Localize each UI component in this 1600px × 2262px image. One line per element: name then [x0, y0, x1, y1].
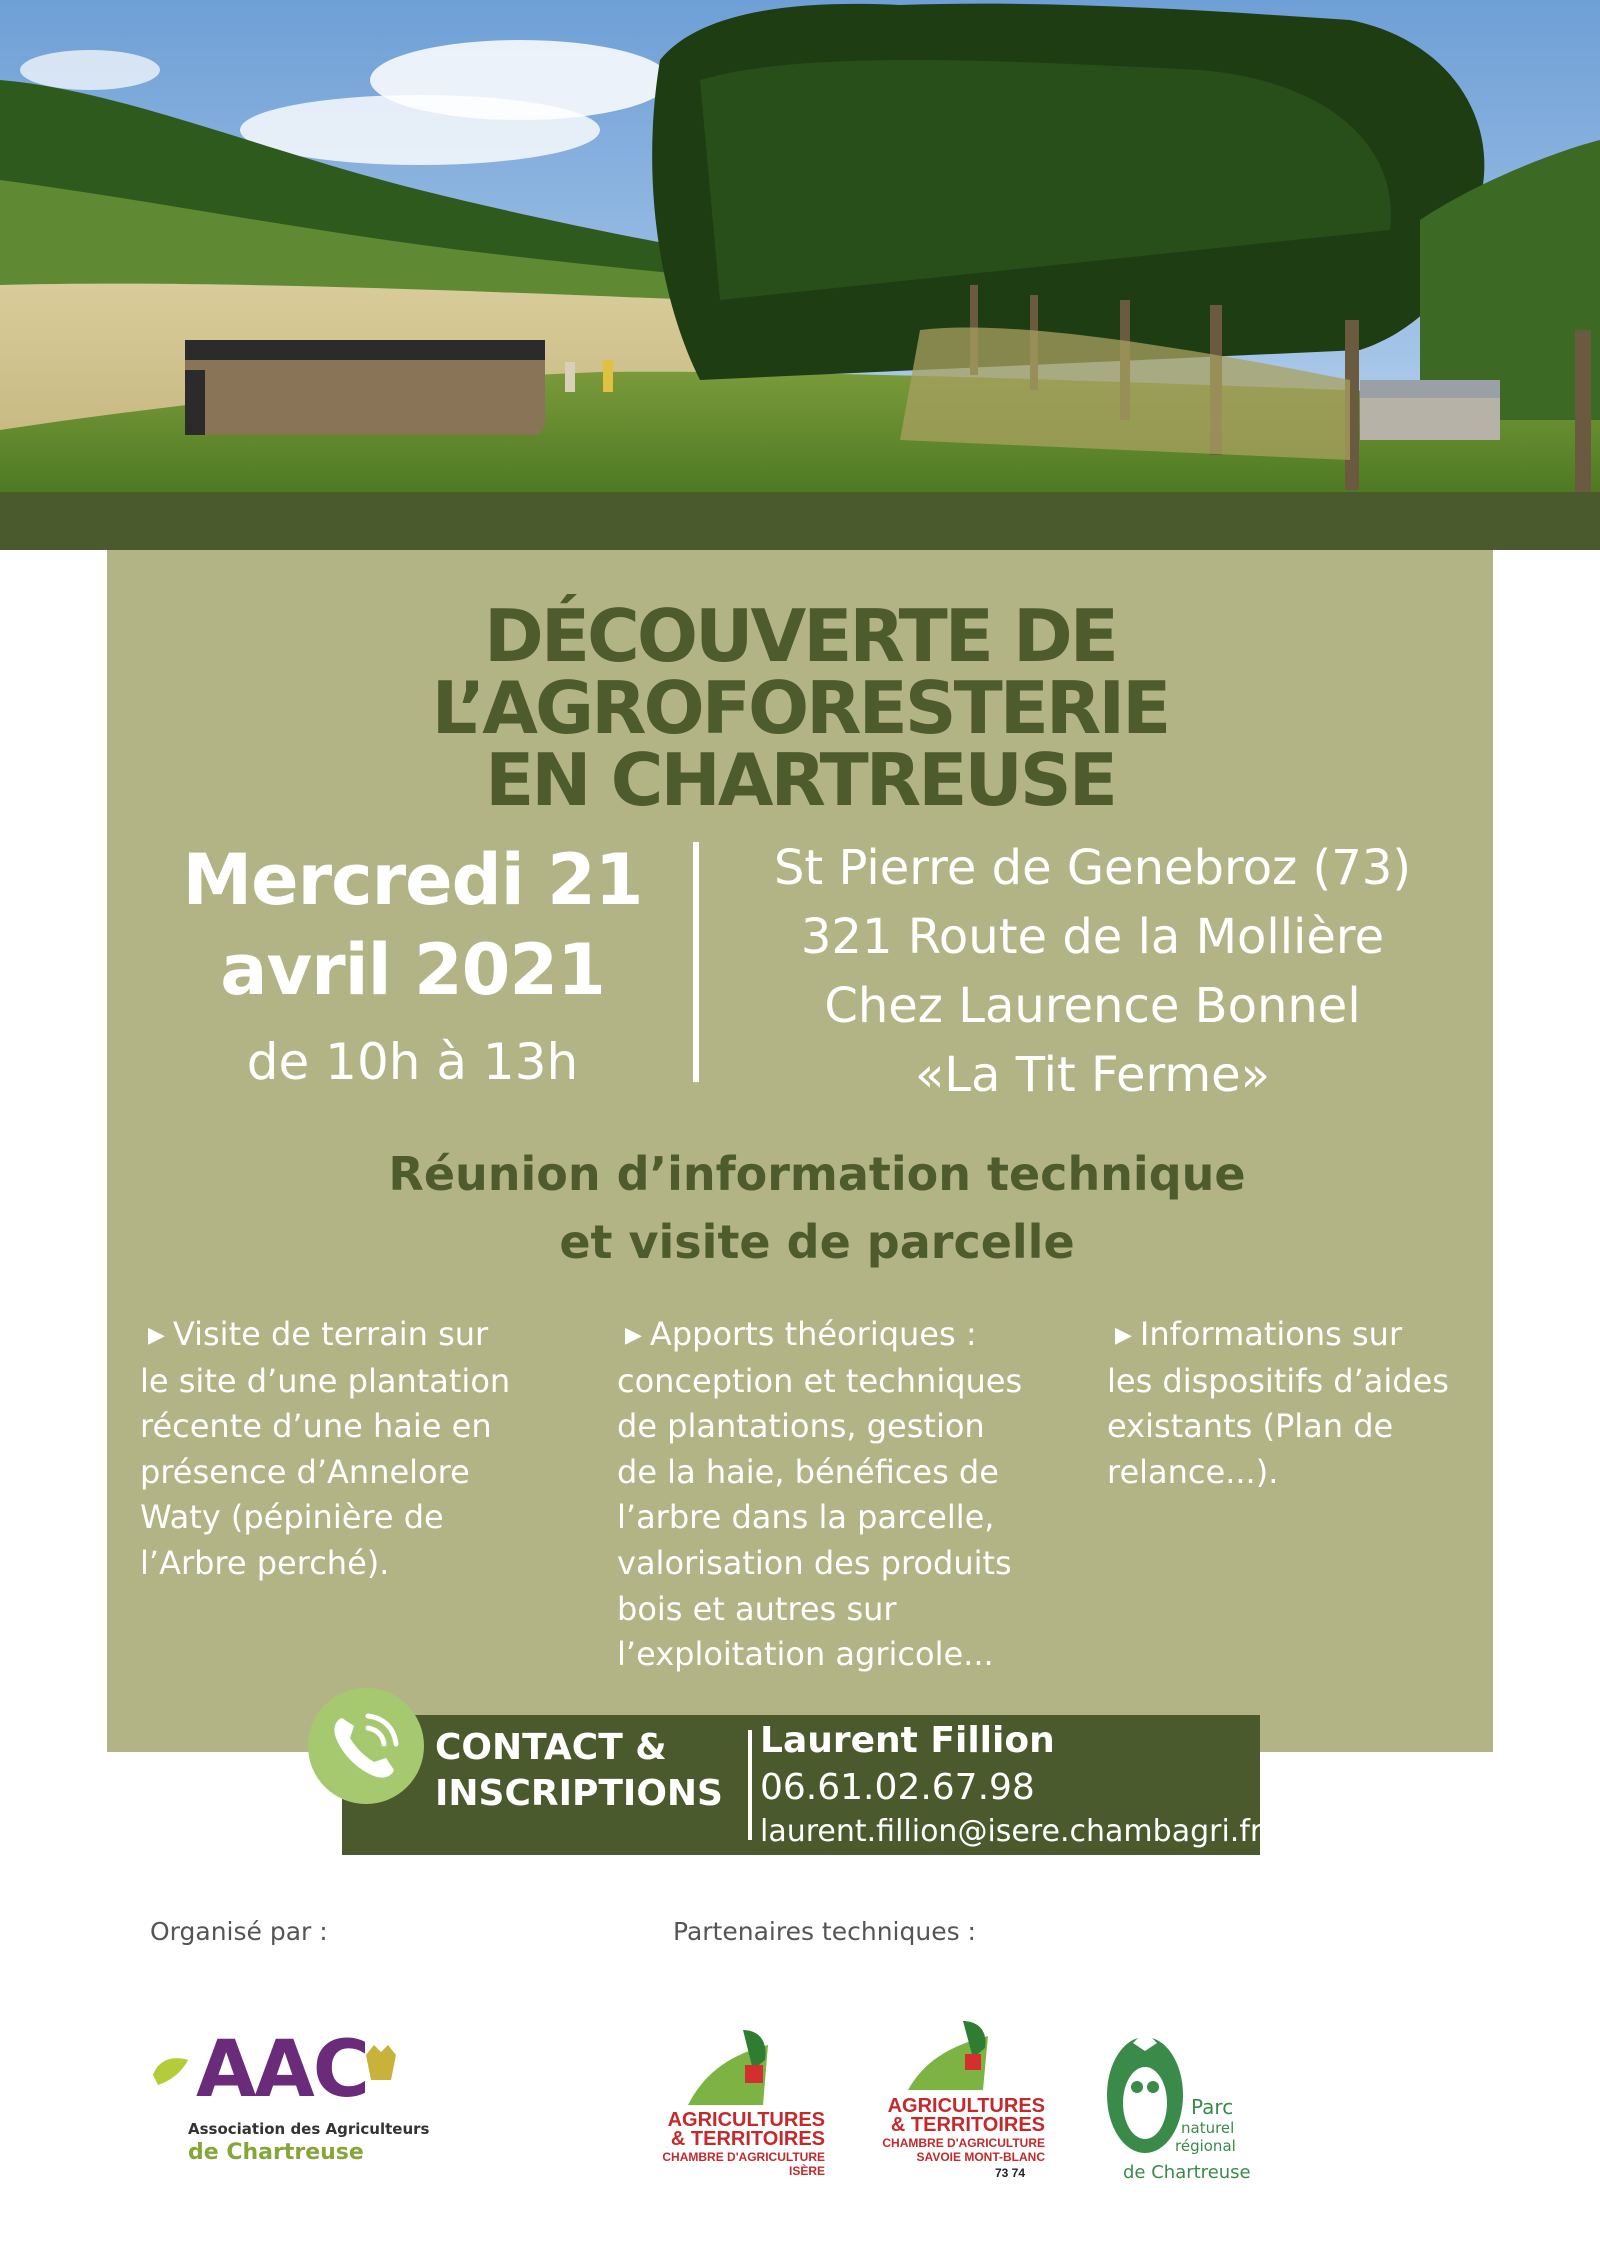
column-1-line-4: présence d’Annelore	[140, 1452, 470, 1491]
ca-emblem-icon	[683, 2025, 783, 2113]
ca-savoie-line-2: & TERRITOIRES	[890, 2114, 1045, 2136]
location-line-2: 321 Route de la Mollière	[800, 909, 1385, 965]
column-1-line-2: le site d’une plantation	[140, 1361, 511, 1400]
column-1-line-6: l’Arbre perché).	[140, 1543, 390, 1582]
info-column-2	[617, 1312, 1077, 1678]
bullet-arrow-icon: ▶	[148, 1323, 165, 1348]
ca-savoie-logo	[882, 2018, 1045, 2188]
ca-isere-line-3: CHAMBRE D'AGRICULTURE	[662, 2150, 825, 2164]
date-line-1: Mercredi 21	[182, 839, 643, 921]
aac-mark: AAC	[196, 2025, 368, 2115]
parc-line-4: de Chartreuse	[1123, 2162, 1251, 2183]
event-date	[160, 835, 665, 1110]
hero-band	[0, 492, 1600, 550]
contact-label	[435, 1725, 723, 1817]
info-column-3	[1107, 1312, 1487, 1495]
event-location	[720, 834, 1465, 1110]
column-3-line-2: les dispositifs d’aides	[1107, 1361, 1449, 1400]
bullet-arrow-icon: ▶	[625, 1323, 642, 1348]
title-line-1: DÉCOUVERTE DE L’AGROFORESTERIE	[431, 594, 1169, 750]
column-2-line-2: conception et techniques	[617, 1361, 1023, 1400]
ca-savoie-line-3: CHAMBRE D'AGRICULTURE	[882, 2136, 1045, 2150]
ca-savoie-line-4: SAVOIE MONT-BLANC	[916, 2150, 1045, 2164]
event-subtitle	[107, 1140, 1527, 1276]
page-title	[107, 594, 1493, 822]
partners-label: Partenaires techniques :	[673, 1917, 976, 1946]
hero-photo	[0, 0, 1600, 492]
subtitle-line-2: et visite de parcelle	[559, 1215, 1075, 1269]
contact-name: Laurent Fillion	[760, 1720, 1055, 1761]
column-2-line-8: l’exploitation agricole...	[617, 1635, 994, 1674]
contact-label-line-2: INSCRIPTIONS	[435, 1773, 723, 1814]
date-location-divider	[693, 842, 699, 1082]
column-2-line-4: de la haie, bénéfices de	[617, 1452, 999, 1491]
parc-line-3: régional	[1175, 2137, 1236, 2155]
parc-line-2: naturel	[1181, 2119, 1235, 2137]
column-3-line-3: existants (Plan de	[1107, 1407, 1394, 1446]
column-1-line-3: récente d’une haie en	[140, 1407, 492, 1446]
title-line-2: EN CHARTREUSE	[485, 738, 1115, 822]
ca-isere-line-1: AGRICULTURES	[667, 2109, 825, 2131]
column-3-line-4: relance...).	[1107, 1452, 1279, 1491]
column-2-line-3: de plantations, gestion	[617, 1407, 985, 1446]
column-2-line-1: Apports théoriques :	[649, 1315, 977, 1353]
info-column-1	[140, 1312, 570, 1587]
column-1-line-5: Waty (pépinière de	[140, 1498, 444, 1537]
aac-line-2: de Chartreuse	[188, 2140, 364, 2165]
ca-isere-line-4: ISÈRE	[788, 2164, 825, 2178]
ca-emblem-icon	[903, 2018, 1003, 2098]
contact-icon-badge	[308, 1688, 424, 1804]
organized-by-label: Organisé par :	[150, 1917, 328, 1946]
parc-logo	[1105, 2025, 1251, 2195]
event-time: de 10h à 13h	[246, 1033, 579, 1091]
column-2-line-6: valorisation des produits	[617, 1543, 1012, 1582]
location-line-1: St Pierre de Genebroz (73)	[773, 840, 1412, 896]
column-2-line-5: l’arbre dans la parcelle,	[617, 1498, 995, 1537]
aac-logo	[148, 2025, 430, 2170]
column-1-line-1: Visite de terrain sur	[172, 1315, 489, 1353]
date-line-2: avril 2021	[220, 929, 605, 1011]
parc-line-1: Parc	[1191, 2095, 1234, 2119]
ca-isere-line-2: & TERRITOIRES	[670, 2128, 825, 2150]
leaf-icon	[148, 2050, 198, 2100]
ca-savoie-line-1: AGRICULTURES	[887, 2095, 1045, 2117]
contact-phone[interactable]: 06.61.02.67.98	[760, 1767, 1035, 1808]
phone-icon	[328, 1708, 404, 1784]
ca-savoie-line-5: 73 74	[994, 2166, 1025, 2180]
bullet-arrow-icon: ▶	[1115, 1323, 1132, 1348]
column-3-line-1: Informations sur	[1139, 1315, 1403, 1353]
contact-email[interactable]: laurent.fillion@isere.chambagri.fr	[760, 1814, 1263, 1849]
location-line-4: «La Tit Ferme»	[914, 1047, 1271, 1103]
contact-label-line-1: CONTACT &	[435, 1727, 667, 1768]
column-2-line-7: bois et autres sur	[617, 1589, 897, 1628]
aac-line-1: Association des Agriculteurs	[188, 2120, 430, 2138]
owl-icon	[1105, 2025, 1187, 2155]
ca-isere-logo	[662, 2025, 825, 2185]
location-line-3: Chez Laurence Bonnel	[824, 978, 1361, 1034]
contact-info	[760, 1717, 1262, 1853]
subtitle-line-1: Réunion d’information technique	[388, 1147, 1246, 1201]
contact-divider	[748, 1730, 752, 1840]
